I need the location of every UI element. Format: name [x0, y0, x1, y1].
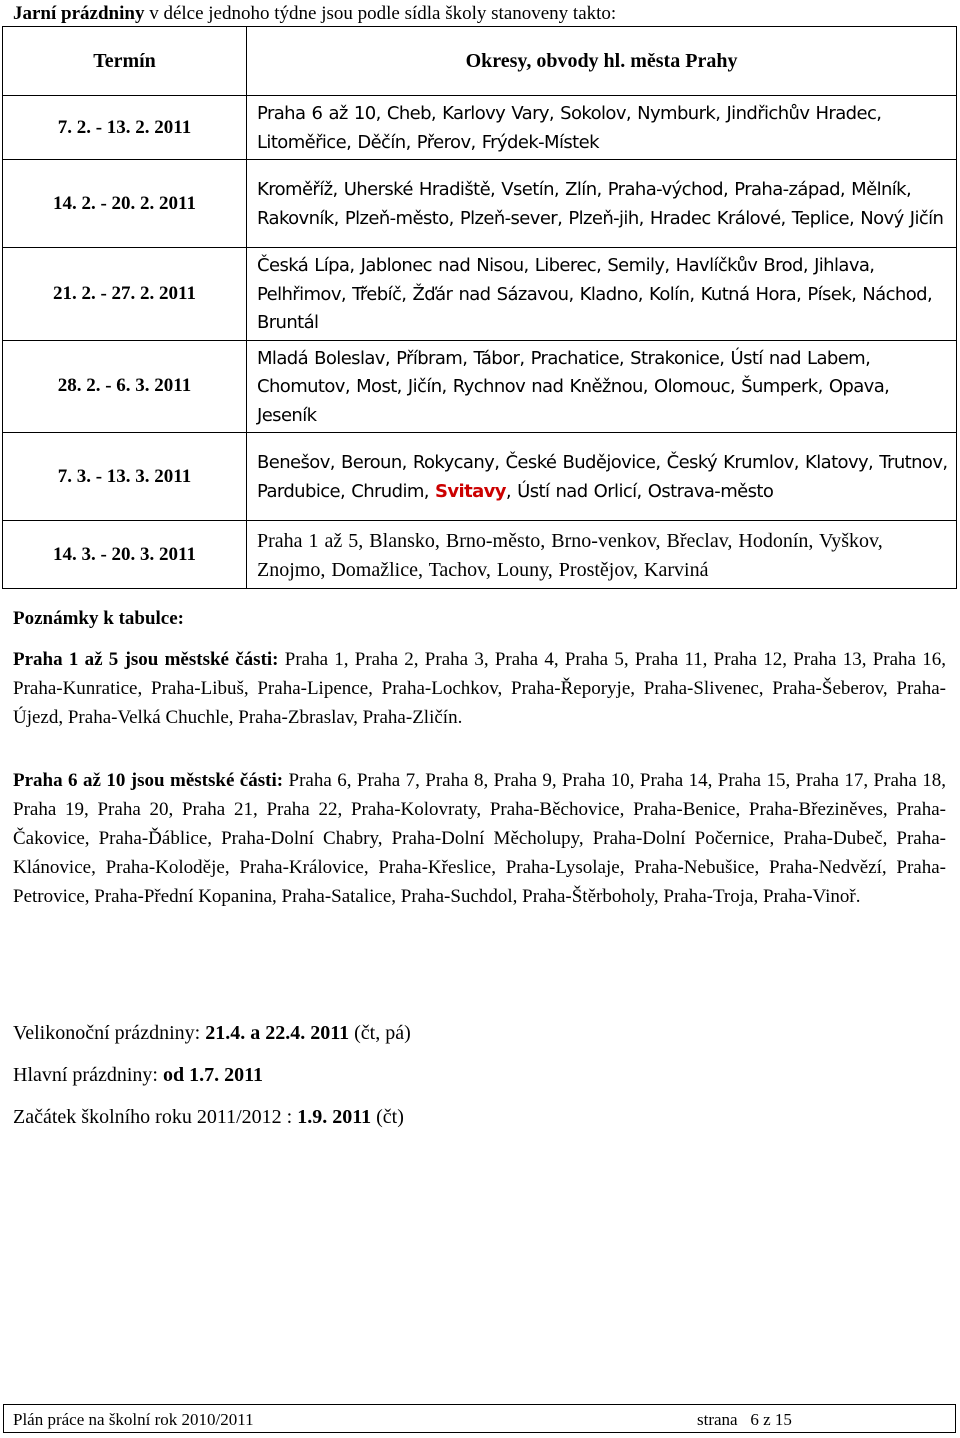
districts-cell: Česká Lípa, Jablonec nad Nisou, Liberec, Semily, Havlíčkův Brod, Jihlava, Pelhřimov, Třebíč, Žďár nad Sázavou, Kladno, Kolín, Kutná Hora, Písek, Náchod, Bruntál	[247, 248, 957, 341]
notes-p2-heading: Praha 6 až 10 jsou městské části:	[13, 770, 284, 791]
notes-paragraph-2	[13, 766, 946, 911]
school-year-date: 1.9. 2011	[297, 1106, 372, 1128]
table-row	[3, 96, 957, 160]
school-year-day: (čt)	[371, 1106, 404, 1128]
term-cell: 7. 3. - 13. 3. 2011	[3, 433, 247, 521]
notes-paragraph-1	[13, 645, 946, 732]
districts-cell	[247, 433, 957, 521]
term-cell: 7. 2. - 13. 2. 2011	[3, 96, 247, 160]
footer-page-number: strana 6 z 15	[697, 1410, 792, 1429]
easter-label: Velikonoční prázdniny:	[13, 1022, 206, 1044]
districts-cell: Praha 6 až 10, Cheb, Karlovy Vary, Sokolov, Nymburk, Jindřichův Hradec, Litoměřice, Děčín, Přerov, Frýdek-Místek	[247, 96, 957, 160]
districts-cell: Praha 1 až 5, Blansko, Brno-město, Brno-venkov, Břeclav, Hodonín, Vyškov, Znojmo, Domažlice, Tachov, Louny, Prostějov, Karviná	[247, 521, 957, 589]
header-districts: Okresy, obvody hl. města Prahy	[247, 27, 957, 96]
districts-text: Benešov, Beroun, Rokycany, České Budějovice, Český Krumlov, Klatovy, Trutnov, Pardubice, Chrudim,	[257, 452, 948, 502]
notes-p1-heading: Praha 1 až 5 jsou městské části:	[13, 649, 279, 670]
districts-cell: Mladá Boleslav, Příbram, Tábor, Prachatice, Strakonice, Ústí nad Labem, Chomutov, Most, Jičín, Rychnov nad Kněžnou, Olomouc, Šumperk, Opava, Jeseník	[247, 340, 957, 433]
table-row	[3, 521, 957, 589]
term-cell: 21. 2. - 27. 2. 2011	[3, 248, 247, 341]
header-term: Termín	[3, 27, 247, 96]
school-year-start	[13, 1106, 404, 1129]
intro-rest: v délce jednoho týdne jsou podle sídla školy stanoveny takto:	[144, 3, 617, 24]
holiday-schedule-table	[2, 26, 957, 589]
table-row	[3, 433, 957, 521]
term-cell: 28. 2. - 6. 3. 2011	[3, 340, 247, 433]
intro-bold: Jarní prázdniny	[13, 3, 145, 24]
notes-title: Poznámky k tabulce:	[13, 608, 184, 629]
intro-line	[13, 2, 616, 26]
easter-days: (čt, pá)	[349, 1022, 411, 1044]
table-header-row	[3, 27, 957, 96]
term-cell: 14. 2. - 20. 2. 2011	[3, 160, 247, 248]
districts-text: , Ústí nad Orlicí, Ostrava-město	[505, 480, 774, 502]
easter-dates: 21.4. a 22.4. 2011	[205, 1022, 350, 1044]
easter-holidays	[13, 1022, 411, 1045]
districts-cell: Kroměříž, Uherské Hradiště, Vsetín, Zlín, Praha-východ, Praha-západ, Mělník, Rakovník, Plzeň-město, Plzeň-sever, Plzeň-jih, Hradec Králové, Teplice, Nový Jičín	[247, 160, 957, 248]
page-footer	[3, 1404, 956, 1433]
main-holidays-date: od 1.7. 2011	[162, 1064, 263, 1086]
table-row	[3, 248, 957, 341]
school-year-label: Začátek školního roku 2011/2012 :	[13, 1106, 298, 1128]
main-holidays	[13, 1064, 263, 1087]
footer-plan-title: Plán práce na školní rok 2010/2011	[13, 1410, 254, 1429]
notes-p1-text: Praha 1, Praha 2, Praha 3, Praha 4, Praha 5, Praha 11, Praha 12, Praha 13, Praha 16, Praha-Kunratice, Praha-Libuš, Praha-Lipence, Praha-Lochkov, Praha-Řeporyje, Praha-Slivenec, Praha-Šeberov, Praha-Újezd, Praha-Velká Chuchle, Praha-Zbraslav, Praha-Zličín.	[13, 649, 946, 728]
highlighted-district: Svitavy	[435, 480, 506, 502]
table-row	[3, 160, 957, 248]
notes-p2-text: Praha 6, Praha 7, Praha 8, Praha 9, Praha 10, Praha 14, Praha 15, Praha 17, Praha 18, Praha 19, Praha 20, Praha 21, Praha 22, Praha-Kolovraty, Praha-Běchovice, Praha-Benice, Praha-Březiněves, Praha-Čakovice, Praha-Ďáblice, Praha-Dolní Chabry, Praha-Dolní Měcholupy, Praha-Dolní Počernice, Praha-Dubeč, Praha-Klánovice, Praha-Koloděje, Praha-Královice, Praha-Křeslice, Praha-Lysolaje, Praha-Nebušice, Praha-Nedvězí, Praha-Petrovice, Praha-Přední Kopanina, Praha-Satalice, Praha-Suchdol, Praha-Štěrboholy, Praha-Troja, Praha-Vinoř.	[13, 770, 946, 907]
main-holidays-label: Hlavní prázdniny:	[13, 1064, 163, 1086]
term-cell: 14. 3. - 20. 3. 2011	[3, 521, 247, 589]
table-row	[3, 340, 957, 433]
